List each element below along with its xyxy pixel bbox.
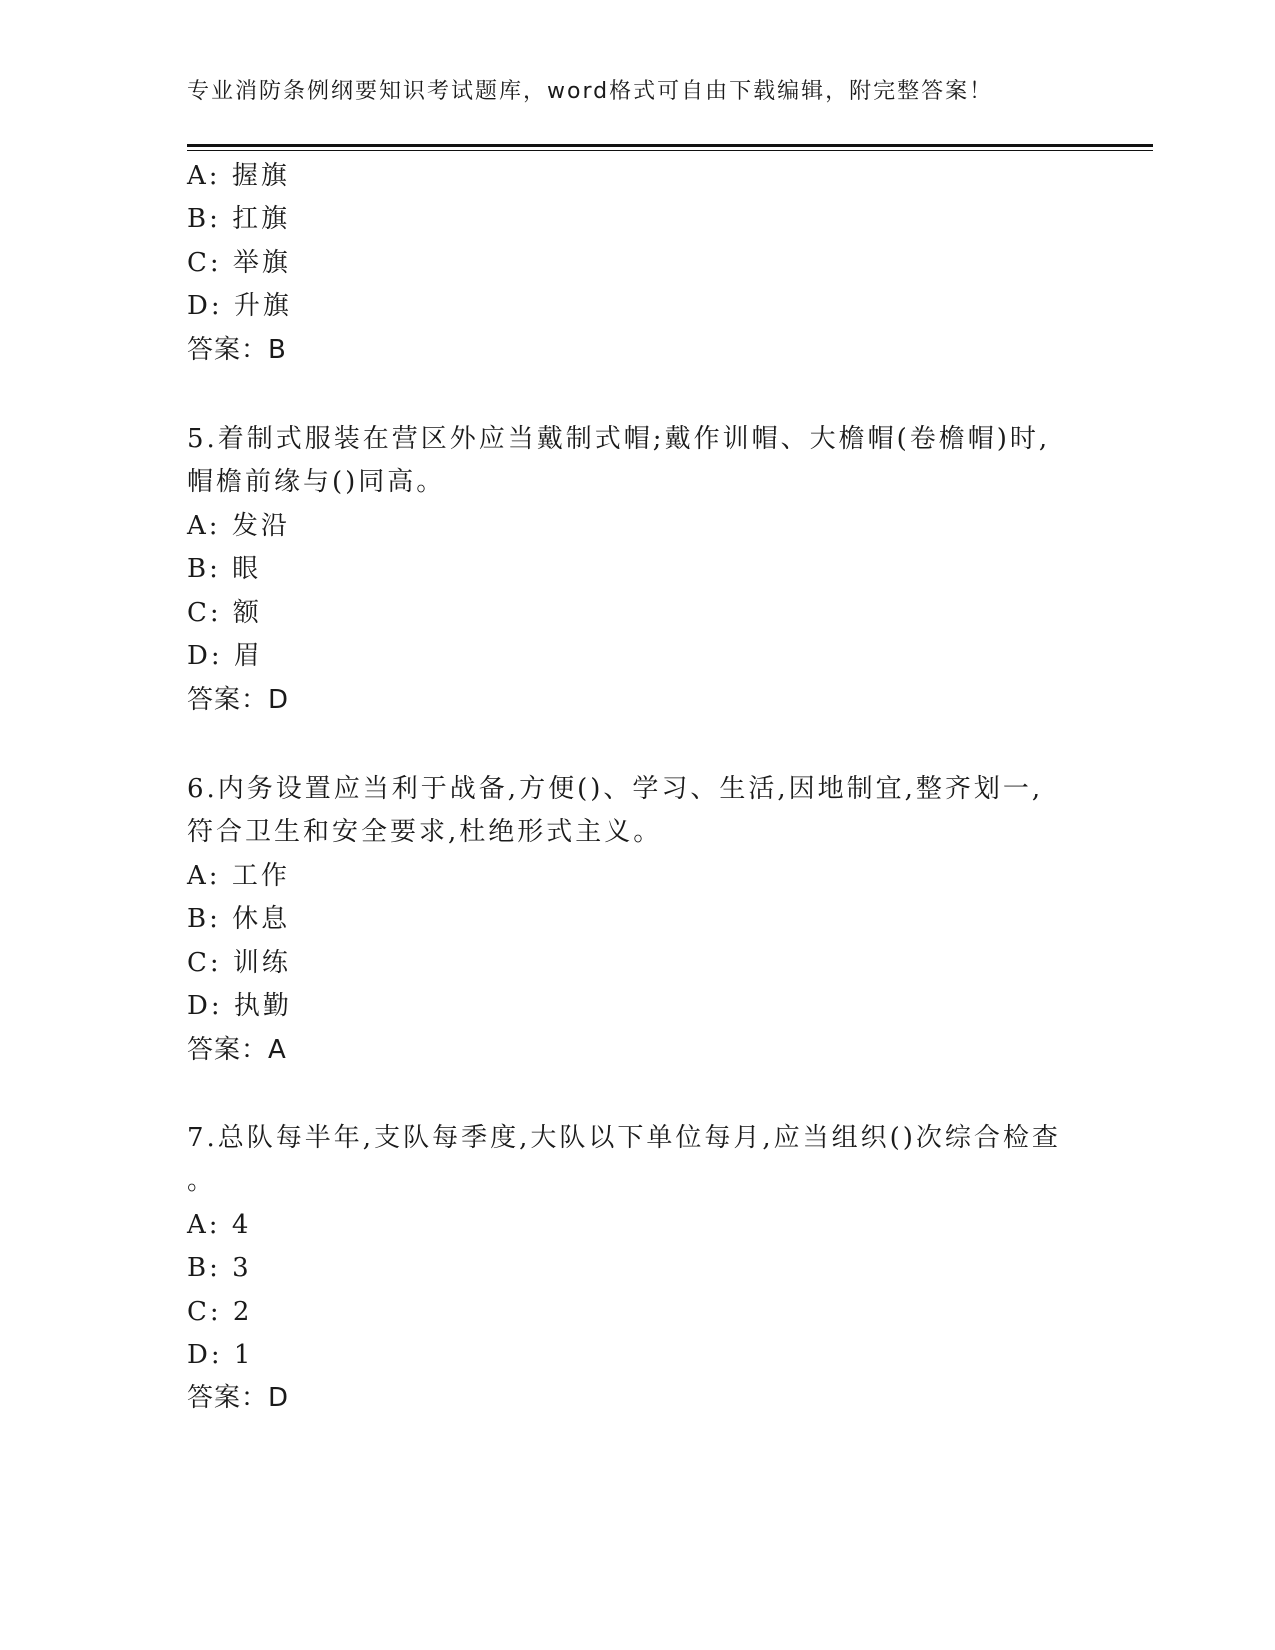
header-rule-thick (187, 144, 1153, 147)
q5-stem-line1: 5.着制式服装在营区外应当戴制式帽;戴作训帽、大檐帽(卷檐帽)时, (187, 424, 1051, 454)
q4-option-b: B: 扛旗 (187, 204, 291, 234)
q6-stem-line2: 符合卫生和安全要求,杜绝形式主义。 (187, 817, 663, 847)
q5-stem-line2: 帽檐前缘与()同高。 (187, 467, 446, 497)
header-rule-thin (187, 150, 1153, 151)
q4-answer: 答案：B (187, 335, 287, 365)
q6-option-b: B: 休息 (187, 904, 291, 934)
q7-stem-line2: 。 (187, 1166, 217, 1196)
q5-option-c: C: 额 (187, 598, 262, 628)
q6-answer: 答案：A (187, 1035, 287, 1065)
q7-stem-line1: 7.总队每半年,支队每季度,大队以下单位每月,应当组织()次综合检查 (187, 1123, 1061, 1153)
q6-option-a: A: 工作 (187, 861, 290, 891)
q4-option-a: A: 握旗 (187, 161, 290, 191)
q5-option-b: B: 眼 (187, 554, 262, 584)
q7-option-a: A: 4 (187, 1210, 252, 1240)
q6-option-d: D: 执勤 (187, 991, 292, 1021)
q6-stem-line1: 6.内务设置应当利于战备,方便()、学习、生活,因地制宜,整齐划一, (187, 774, 1044, 804)
q7-option-b: B: 3 (187, 1253, 252, 1283)
q7-answer: 答案：D (187, 1383, 290, 1413)
q5-option-a: A: 发沿 (187, 511, 290, 541)
q4-option-c: C: 举旗 (187, 248, 291, 278)
q5-answer: 答案：D (187, 685, 290, 715)
q7-option-d: D: 1 (187, 1340, 254, 1370)
page-header: 专业消防条例纲要知识考试题库，word格式可自由下载编辑，附完整答案！ (187, 79, 994, 104)
q4-option-d: D: 升旗 (187, 291, 292, 321)
q5-option-d: D: 眉 (187, 641, 263, 671)
q6-option-c: C: 训练 (187, 948, 291, 978)
q7-option-c: C: 2 (187, 1297, 253, 1327)
